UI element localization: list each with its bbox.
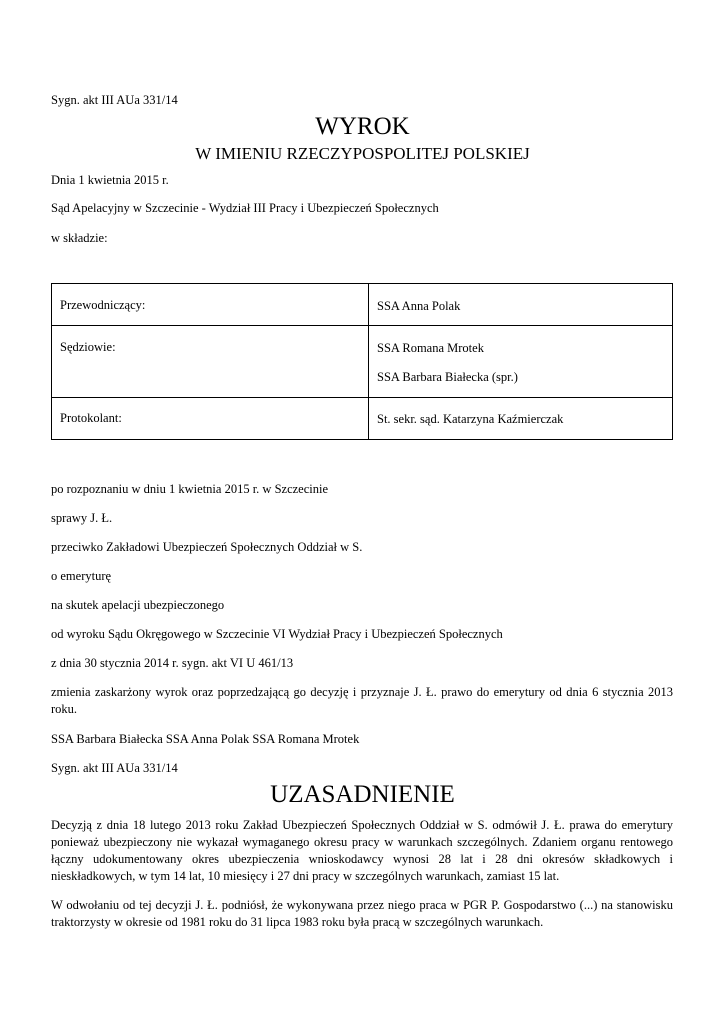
- case-signature: Sygn. akt III AUa 331/14: [51, 761, 178, 775]
- panel-value: [369, 398, 673, 440]
- justification-paragraph: Decyzją z dnia 18 lutego 2013 roku Zakład Ubezpieczeń Społecznych Oddział w S. odmówił J. Ł. prawa do emerytury ponieważ ubezpieczony nie wykazał wymaganego okresu pracy w warunkach szczególnych. Zdaniem organu rentowego łączny udokumentowany okres ubezpieczenia wnioskodawcy wynosi 28 lat i 28 dni okresów składkowych i nieskładkowych, w tym 14 lat, 10 miesięcy i 27 dni pracy w szczególnych warunkach, zamiast 15 lat.: [51, 818, 673, 883]
- ruling-date: Dnia 1 kwietnia 2015 r.: [51, 173, 169, 187]
- ruling-text: zmienia zaskarżony wyrok oraz poprzedzającą go decyzję i przyznaje J. Ł. prawo do emerytury od dnia 6 stycznia 2013 roku.: [51, 685, 673, 716]
- panel-label: Przewodniczący:: [52, 284, 369, 326]
- composition-label: w składzie:: [51, 231, 108, 245]
- body-line: o emeryturę: [51, 569, 112, 583]
- panel-label: Protokolant:: [52, 398, 369, 440]
- body-line: sprawy J. Ł.: [51, 511, 113, 525]
- panel-table: [51, 283, 673, 440]
- judge-name: SSA Romana Mrotek: [377, 341, 484, 355]
- body-line: z dnia 30 stycznia 2014 r. sygn. akt VI U 461/13: [51, 656, 294, 670]
- judge-name: SSA Barbara Białecka (spr.): [377, 370, 518, 384]
- document-title: WYROK: [315, 113, 410, 140]
- body-line: na skutek apelacji ubezpieczonego: [51, 598, 225, 612]
- body-line: po rozpoznaniu w dniu 1 kwietnia 2015 r. w Szczecinie: [51, 482, 329, 496]
- document-subtitle: W IMIENIU RZECZYPOSPOLITEJ POLSKIEJ: [195, 144, 530, 163]
- justification-title: UZASADNIENIE: [270, 781, 455, 808]
- panel-label: Sędziowie:: [52, 326, 369, 398]
- body-line: od wyroku Sądu Okręgowego w Szczecinie VI Wydział Pracy i Ubezpieczeń Społecznych: [51, 627, 503, 641]
- judges-signatures: SSA Barbara Białecka SSA Anna Polak SSA Romana Mrotek: [51, 732, 360, 746]
- table-row: [52, 326, 673, 398]
- panel-value: [369, 284, 673, 326]
- case-signature: Sygn. akt III AUa 331/14: [51, 93, 178, 107]
- panel-value: [369, 326, 673, 398]
- clerk-name: St. sekr. sąd. Katarzyna Kaźmierczak: [377, 412, 564, 426]
- court-name: Sąd Apelacyjny w Szczecinie - Wydział III Pracy i Ubezpieczeń Społecznych: [51, 201, 439, 215]
- body-line: przeciwko Zakładowi Ubezpieczeń Społecznych Oddział w S.: [51, 540, 363, 554]
- table-row: [52, 398, 673, 440]
- justification-paragraph: W odwołaniu od tej decyzji J. Ł. podniósł, że wykonywana przez niego praca w PGR P. Gospodarstwo (...) na stanowisku traktorzysty w okresie od 1981 roku do 31 lipca 1983 roku była pracą w szczególnych warunkach.: [51, 898, 673, 929]
- table-row: [52, 284, 673, 326]
- judge-name: SSA Anna Polak: [377, 299, 461, 313]
